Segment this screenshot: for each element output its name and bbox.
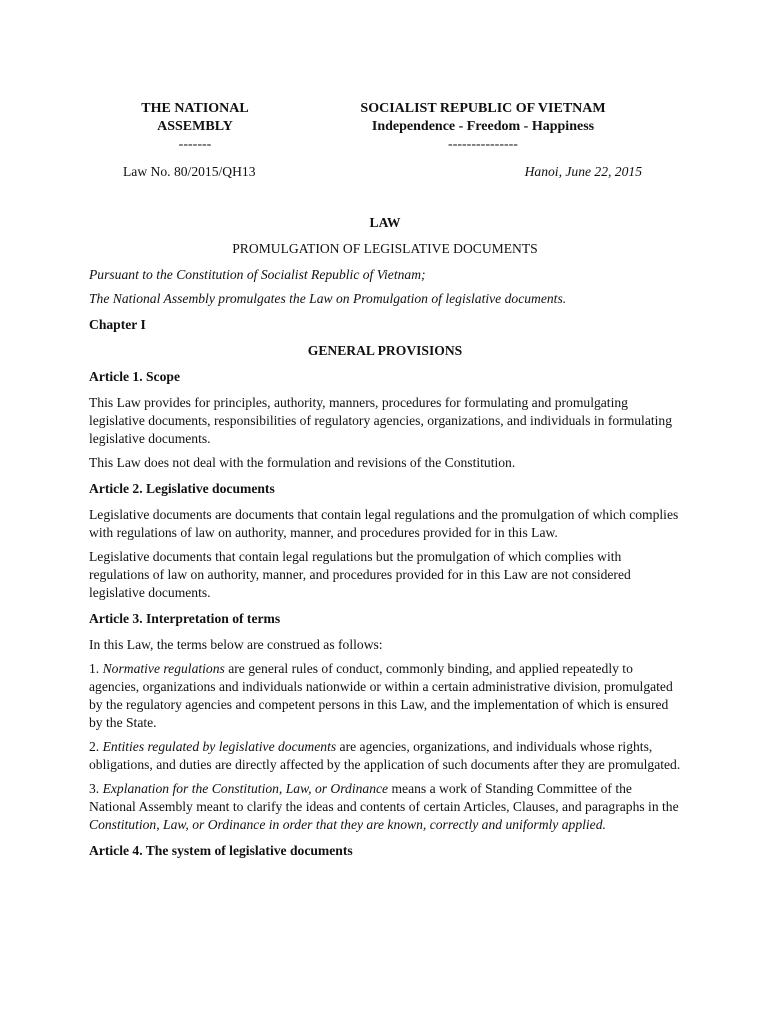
preamble-line-1: Pursuant to the Constitution of Socialist Republic of Vietnam; (89, 267, 426, 282)
item-2-term: Entities regulated by legislative documents (102, 739, 337, 754)
item-3-tail: Constitution, Law, or Ordinance in order that they are known, correctly and uniformly applied. (89, 817, 606, 832)
item-2-number: 2. (89, 739, 103, 754)
article-3-heading: Article 3. Interpretation of terms (89, 611, 281, 626)
item-1-term: Normative regulations (102, 661, 225, 676)
article-1-heading: Article 1. Scope (89, 369, 180, 384)
article-2-heading: Article 2. Legislative documents (89, 481, 275, 496)
article-1-paragraph-1: This Law provides for principles, authority, manners, procedures for formulating and promulgating legislative documents, responsibilities of regulatory agencies, organizations, and individuals in formulating legislative documents. (89, 395, 673, 446)
item-2-text: are agencies, organizations, and individuals whose rights, obligations, and duties are directly affected by the application of such documents after they are promulgated. (89, 739, 681, 772)
motto-divider: --------------- (448, 137, 518, 152)
chapter-label: Chapter I (89, 317, 146, 332)
article-4-heading: Article 4. The system of legislative documents (89, 843, 353, 858)
item-3-term: Explanation for the Constitution, Law, or Ordinance (102, 781, 389, 796)
document-title: PROMULGATION OF LEGISLATIVE DOCUMENTS (232, 241, 538, 256)
chapter-heading: GENERAL PROVISIONS (307, 343, 463, 358)
item-3-text: means a work of Standing Committee of the National Assembly meant to clarify the ideas and contents of certain Articles, Clauses, and paragraphs in the (89, 781, 679, 814)
national-motto (318, 100, 648, 154)
article-2-paragraph-1: Legislative documents are documents that contain legal regulations and the promulgation of which complies with regulations of law on authority, manner, and procedures provided for in this Law. (89, 507, 679, 540)
article-2-paragraph-2: Legislative documents that contain legal regulations but the promulgation of which complies with regulations of law on authority, manner, and procedures provided for in this Law are not considered legislative documents. (89, 549, 631, 600)
article-3-item-1 (89, 660, 681, 732)
preamble-line-2: The National Assembly promulgates the Law on Promulgation of legislative documents. (89, 291, 567, 306)
article-1-paragraph-2: This Law does not deal with the formulation and revisions of the Constitution. (89, 455, 516, 470)
place-and-date: Hanoi, June 22, 2015 (524, 164, 642, 179)
authority-divider: ------- (178, 137, 212, 152)
authority-line-1: THE NATIONAL (141, 101, 249, 116)
issuing-authority (120, 100, 270, 154)
document-body (89, 214, 681, 866)
law-number: Law No. 80/2015/QH13 (123, 164, 256, 179)
motto-text: Independence - Freedom - Happiness (371, 119, 595, 134)
document-type: LAW (369, 215, 401, 230)
article-3-intro: In this Law, the terms below are construed as follows: (89, 637, 383, 652)
authority-line-2: ASSEMBLY (157, 119, 233, 134)
item-1-number: 1. (89, 661, 103, 676)
country-name: SOCIALIST REPUBLIC OF VIETNAM (360, 101, 606, 116)
item-1-text: are general rules of conduct, commonly binding, and applied repeatedly to agencies, organizations and individuals nationwide or within a certain administrative division, promulgated by the regulatory agencies and competent persons in this Law, and the implementation of which is ensured by the State. (89, 661, 673, 730)
item-3-number: 3. (89, 781, 103, 796)
article-3-item-3 (89, 780, 681, 834)
article-3-item-2 (89, 738, 681, 774)
